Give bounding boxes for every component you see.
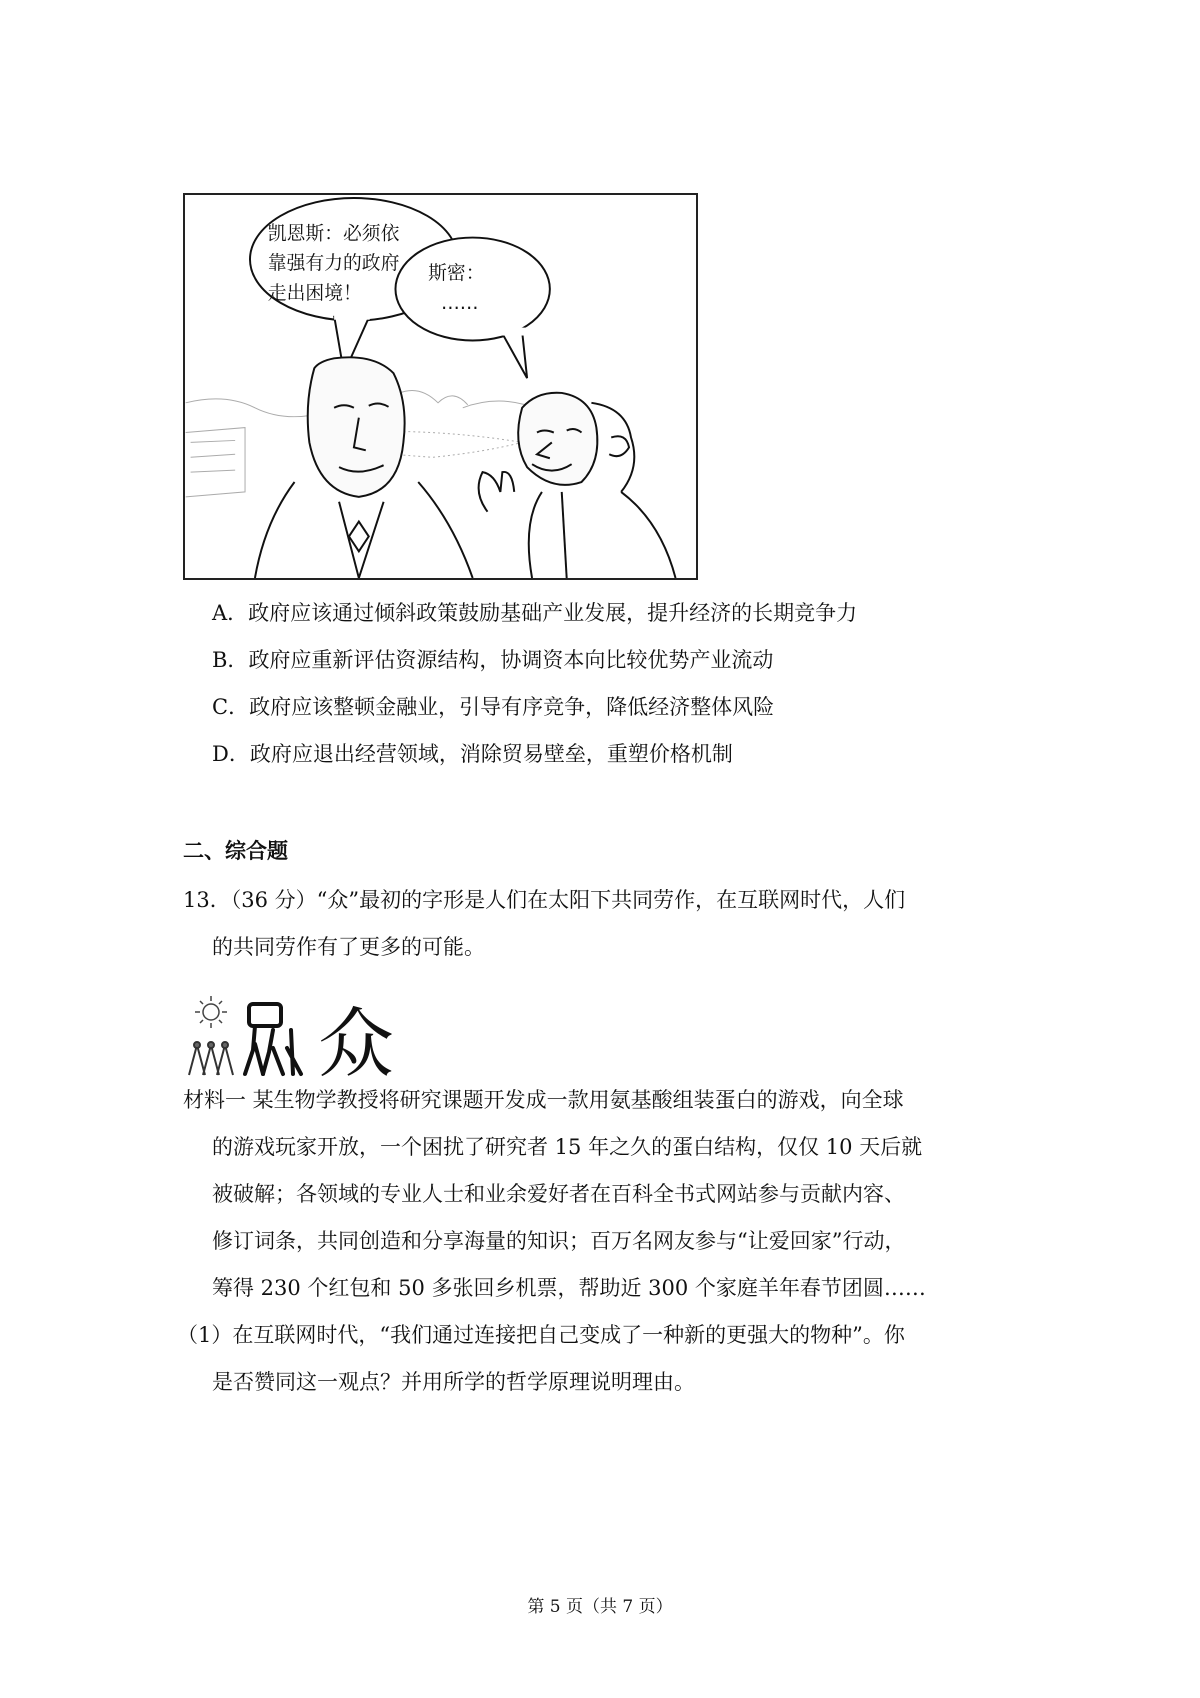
option-a-text: 政府应该通过倾斜政策鼓励基础产业发展，提升经济的长期竞争力 <box>248 601 858 625</box>
option-d-text: 政府应退出经营领域，消除贸易壁垒，重塑价格机制 <box>249 742 733 766</box>
option-c-letter: C． <box>212 695 250 719</box>
option-b <box>212 645 773 675</box>
zhong-character-evolution <box>183 990 405 1080</box>
option-b-text: 政府应重新评估资源结构，协调资本向比较优势产业流动 <box>248 648 774 672</box>
material1-line-4: 修订词条，共同创造和分享海量的知识；百万名网友参与“让爱回家”行动， <box>212 1229 906 1253</box>
sub1-line-2: 是否赞同这一观点？并用所学的哲学原理说明理由。 <box>212 1370 695 1394</box>
keynes-bubble-line-1: 凯恩斯：必须依 <box>267 223 400 245</box>
option-a <box>212 598 857 628</box>
smith-speech-bubble <box>395 238 549 379</box>
section-title: 二、综合题 <box>183 838 288 863</box>
option-c-text: 政府应该整顿金融业，引导有序竞争，降低经济整体风险 <box>249 695 775 719</box>
smith-bubble-line-2: …… <box>440 292 479 314</box>
material1-line-5: 筹得 230 个红包和 50 多张回乡机票，帮助近 300 个家庭羊年春节团圆…… <box>212 1276 926 1300</box>
q13-line-2: 的共同劳作有了更多的可能。 <box>212 935 485 959</box>
material1-line-1: 材料一 某生物学教授将研究课题开发成一款用氨基酸组装蛋白的游戏，向全球 <box>183 1088 904 1112</box>
modern-zhong-character: 众 <box>318 999 394 1080</box>
sun-icon <box>195 996 227 1028</box>
option-d <box>212 739 733 769</box>
page-footer: 第 5 页（共 7 页） <box>527 1597 673 1617</box>
smith-bubble-line-1: 斯密： <box>428 263 485 285</box>
keynes-bubble-line-2: 靠强有力的政府 <box>267 253 400 275</box>
q13-line-1: 13．（36 分）“众”最初的字形是人们在太阳下共同劳作，在互联网时代，人们 <box>183 888 906 912</box>
option-b-letter: B． <box>212 648 249 672</box>
option-c <box>212 692 774 722</box>
cartoon-illustration <box>183 193 698 580</box>
keynes-figure <box>255 357 473 578</box>
material1-line-2: 的游戏玩家开放，一个困扰了研究者 15 年之久的蛋白结构，仅仅 10 天后就 <box>212 1135 923 1159</box>
seal-script-zhong-icon <box>245 1004 301 1074</box>
option-a-letter: A． <box>212 601 249 625</box>
keynes-bubble-line-3: 走出困境！ <box>267 282 362 304</box>
three-people-icon <box>189 1042 233 1075</box>
smith-figure <box>479 393 676 578</box>
sub1-line-1: （1）在互联网时代，“我们通过连接把自己变成了一种新的更强大的物种”。你 <box>177 1323 905 1347</box>
material1-line-3: 被破解；各领域的专业人士和业余爱好者在百科全书式网站参与贡献内容、 <box>212 1182 905 1206</box>
option-d-letter: D． <box>212 742 250 766</box>
